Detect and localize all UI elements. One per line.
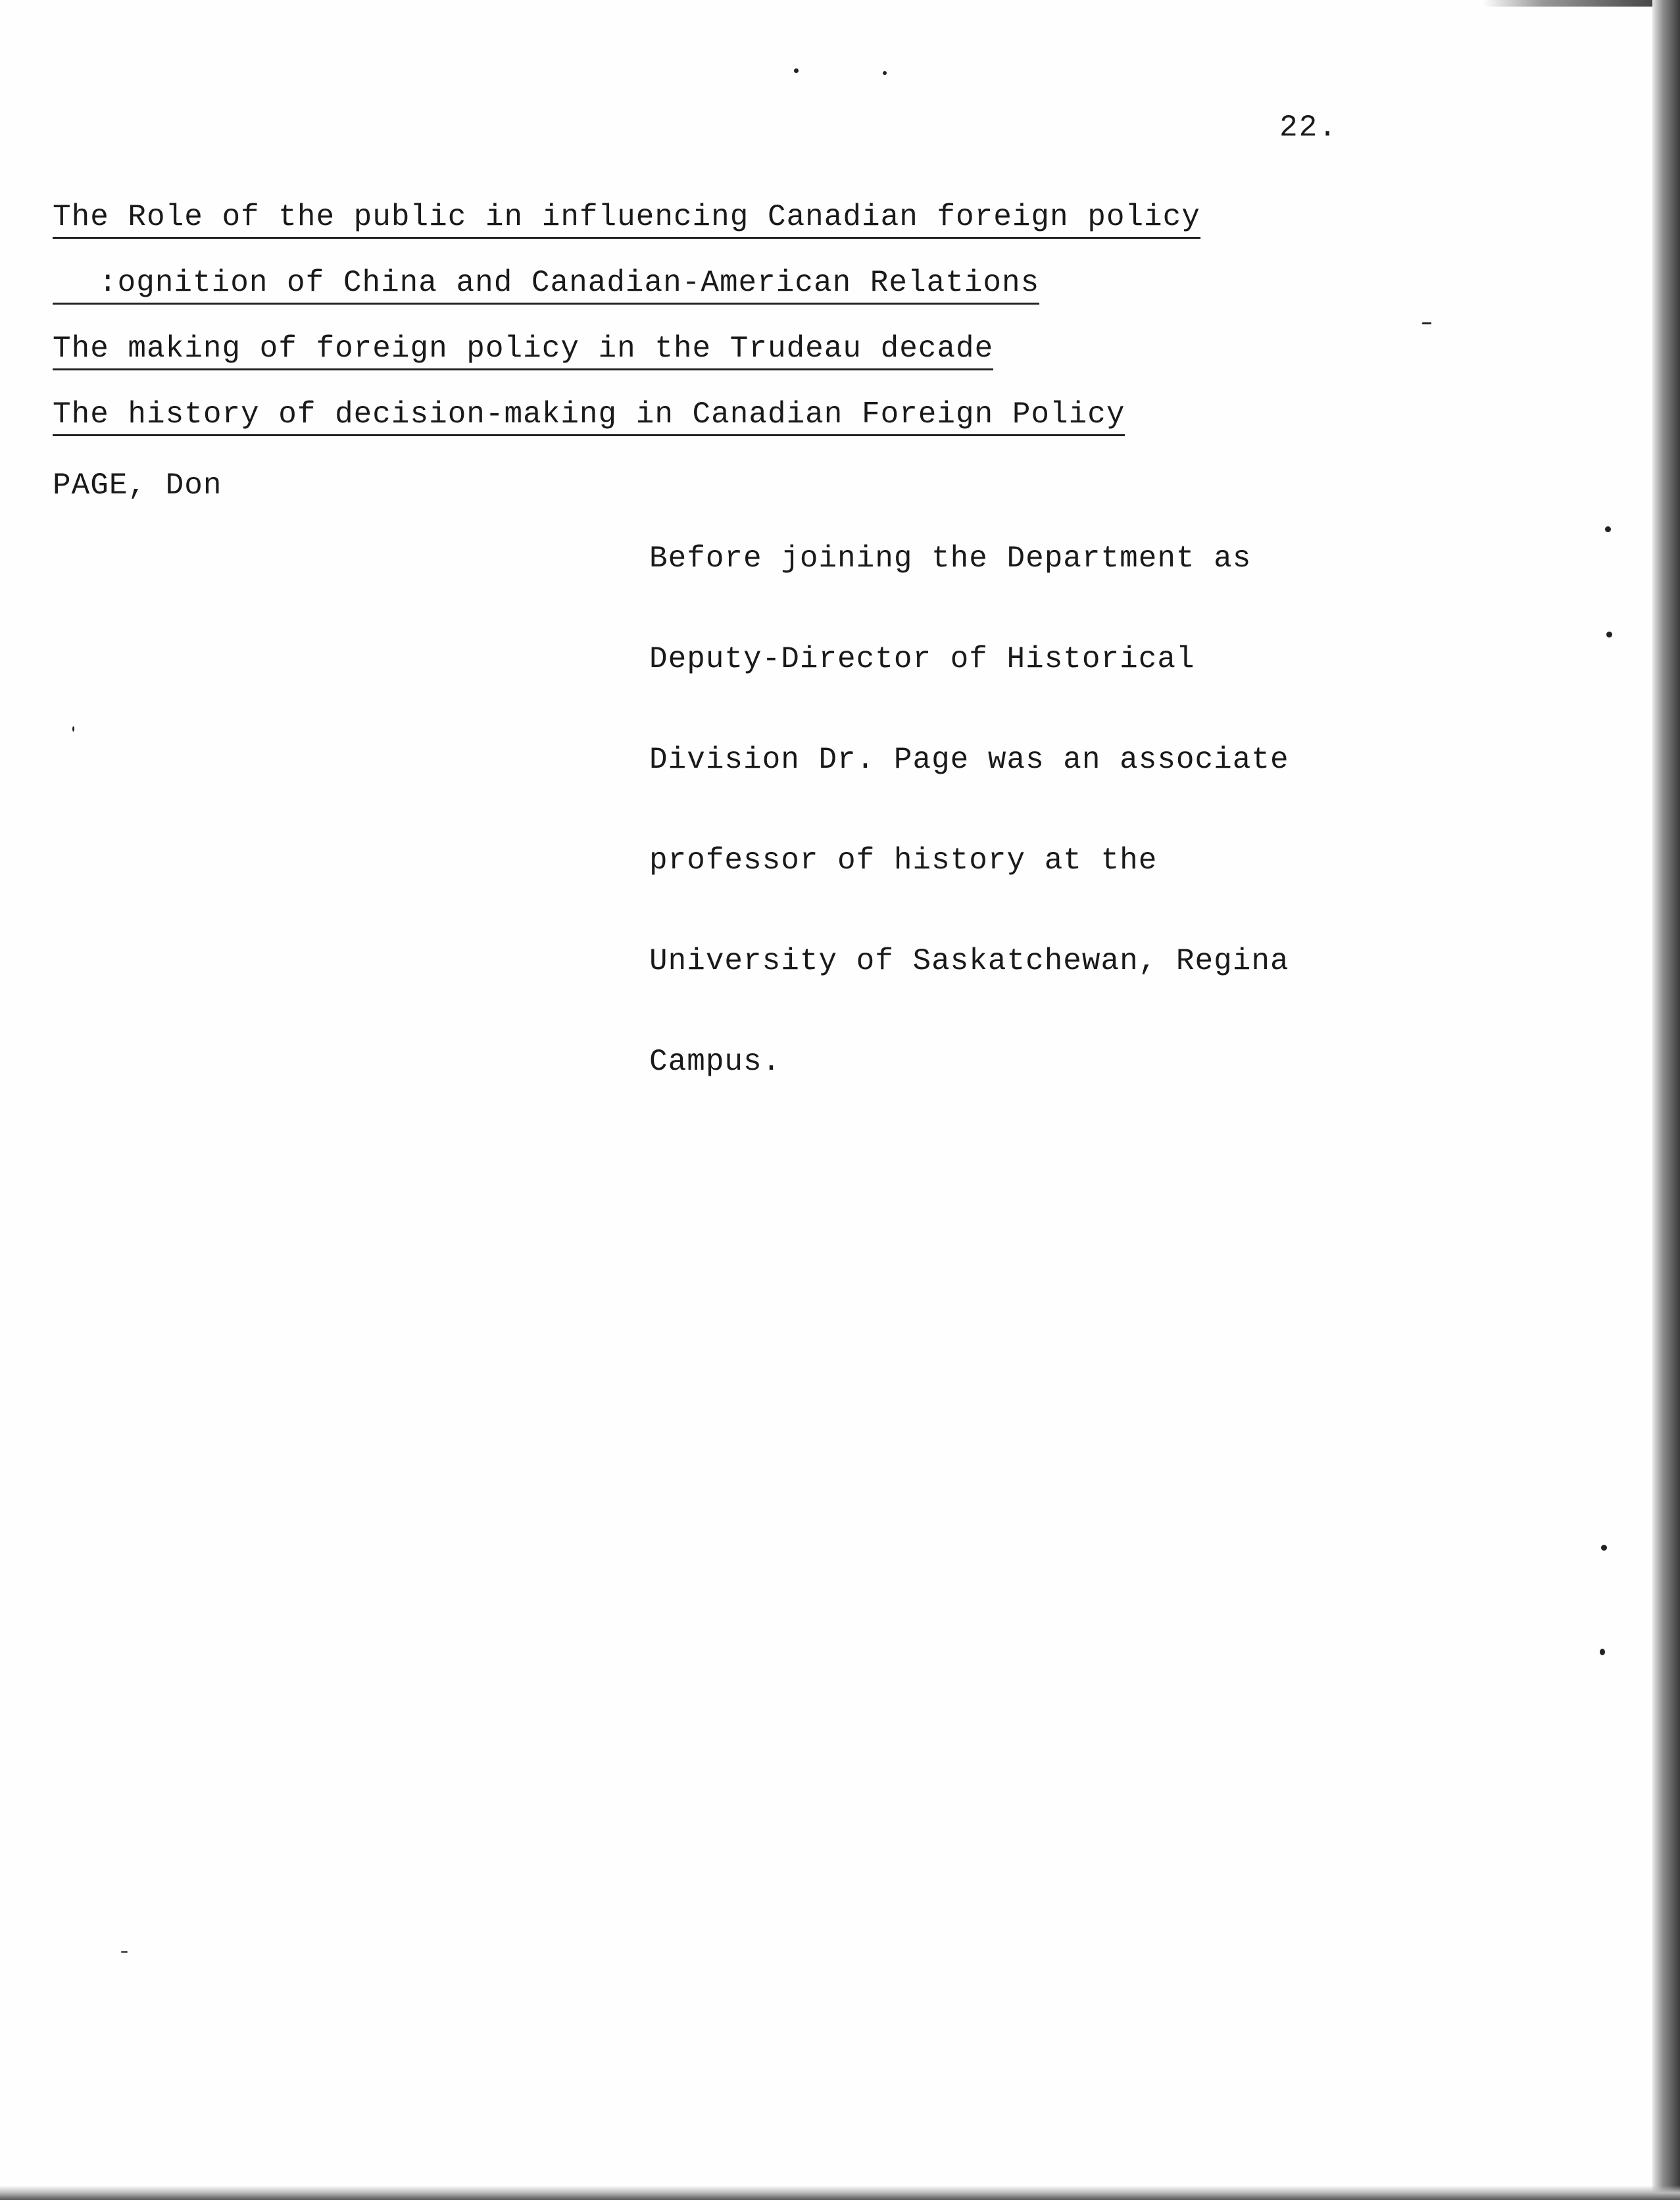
scan-speck [1600, 1649, 1605, 1655]
topic-text: The Role of the public in influencing Canadian foreign policy [53, 200, 1200, 239]
scan-edge-right [1652, 0, 1680, 2200]
scan-speck [1605, 526, 1611, 532]
description-line: Deputy-Director of Historical [649, 642, 1195, 676]
scan-edge-bottom [0, 2186, 1680, 2200]
scan-speck [794, 68, 799, 73]
topic-item [53, 329, 1368, 368]
scan-speck [1606, 632, 1612, 638]
entry-description [649, 475, 1373, 1146]
scan-speck [72, 726, 74, 732]
description-line: professor of history at the [649, 843, 1158, 878]
topic-text: :ognition of China and Canadian-American Relations [53, 266, 1039, 305]
scan-speck [1601, 1545, 1607, 1551]
entry-name: PAGE, Don [53, 468, 222, 503]
topic-text: The history of decision-making in Canadian Foreign Policy [53, 397, 1125, 436]
description-line: Division Dr. Page was an associate [649, 743, 1289, 777]
topic-text: The making of foreign policy in the Trudeau decade [53, 332, 993, 370]
scan-speck [883, 71, 887, 75]
scan-speck [1422, 322, 1431, 324]
topic-item [53, 395, 1368, 434]
description-line: University of Saskatchewan, Regina [649, 944, 1289, 978]
scan-edge-top [1483, 0, 1680, 7]
topic-list [53, 197, 1368, 461]
topic-item [53, 263, 1368, 303]
page-number: 22. [1279, 111, 1338, 145]
description-line: Campus. [649, 1045, 781, 1079]
description-line: Before joining the Department as [649, 541, 1252, 576]
topic-item [53, 197, 1368, 237]
scan-speck [121, 1951, 128, 1953]
